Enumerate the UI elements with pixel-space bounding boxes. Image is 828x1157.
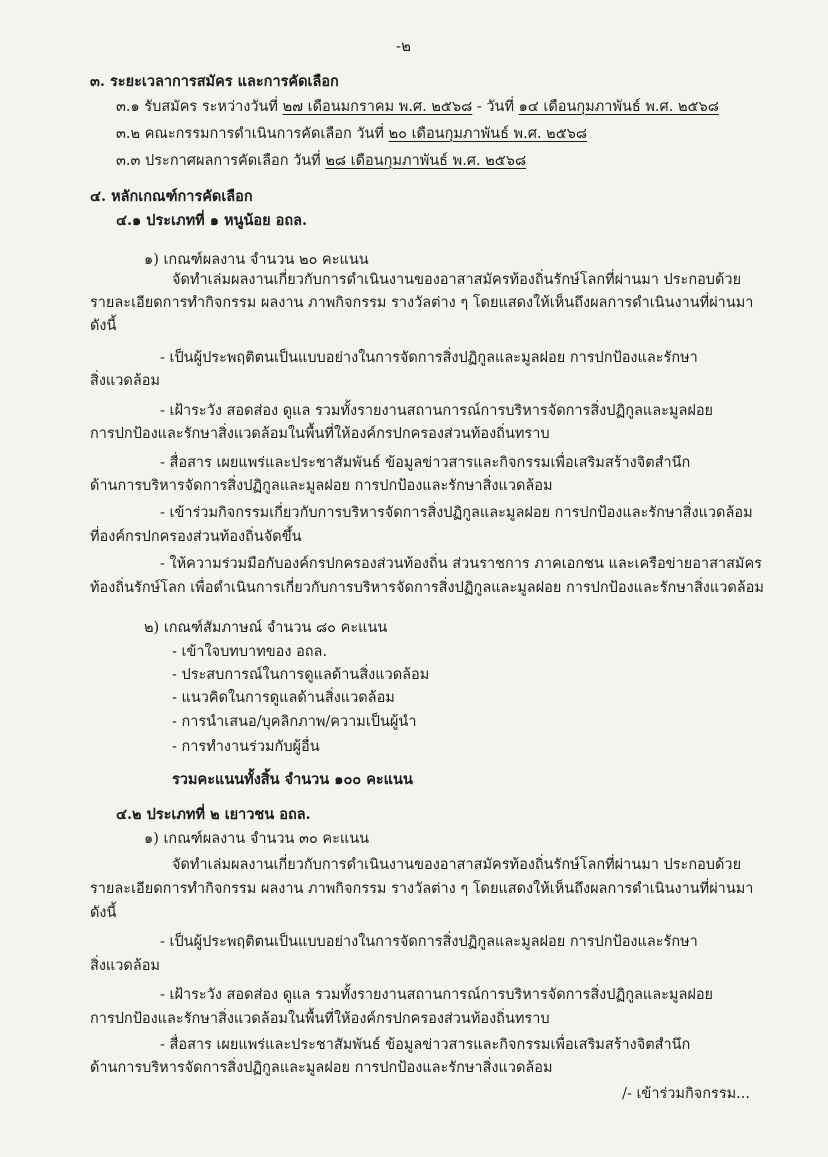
s3-l1-text-2: - วันที่ xyxy=(472,99,519,115)
t1-interview-item: - การนำเสนอ/บุคลิกภาพ/ความเป็นผู้นำ xyxy=(172,714,417,730)
t1-para-line-3: ดังนี้ xyxy=(90,318,117,334)
continuation-note: /- เข้าร่วมกิจกรรม... xyxy=(622,1086,750,1102)
t1-para-line-2: รายละเอียดการทำกิจกรรม ผลงาน ภาพกิจกรรม รางวัลต่าง ๆ โดยแสดงให้เห็นถึงผลการดำเนินงานที่ผ่านมา xyxy=(90,295,754,311)
type-2-heading: ๔.๒ ประเภทที่ ๒ เยาวชน อถล. xyxy=(116,806,311,823)
s3-l1-date-start: ๒๗ เดือนมกราคม พ.ศ. ๒๕๖๘ xyxy=(282,99,473,115)
t2-bullet-3a: - สื่อสาร เผยแพร่และประชาสัมพันธ์ ข้อมูลข่าวสารและกิจกรรมเพื่อเสริมสร้างจิตสำนึก xyxy=(160,1037,691,1053)
page-number: -๒ xyxy=(396,37,411,55)
t1-total-score: รวมคะแนนทั้งสิ้น จำนวน ๑๐๐ คะแนน xyxy=(172,771,413,788)
t2-criterion-1-heading: ๑) เกณฑ์ผลงาน จำนวน ๓๐ คะแนน xyxy=(144,831,370,847)
section-3-heading: ๓. ระยะเวลาการสมัคร และการคัดเลือก xyxy=(90,73,339,90)
s3-l3-text: ๓.๓ ประกาศผลการคัดเลือก วันที่ xyxy=(116,153,326,169)
t1-bullet-5b: ท้องถิ่นรักษ์โลก เพื่อดำเนินการเกี่ยวกับการบริหารจัดการสิ่งปฏิกูลและมูลฝอย การปกป้องและรักษาสิ่งแวดล้อม xyxy=(90,580,764,596)
s3-l3-date: ๒๘ เดือนกุมภาพันธ์ พ.ศ. ๒๕๖๘ xyxy=(325,153,527,169)
t1-para-line-1: จัดทำเล่มผลงานเกี่ยวกับการดำเนินงานของอาสาสมัครท้องถิ่นรักษ์โลกที่ผ่านมา ประกอบด้วย xyxy=(172,272,742,288)
s3-l1-text: ๓.๑ รับสมัคร ระหว่างวันที่ xyxy=(116,99,283,115)
t1-bullet-4b: ที่องค์กรปกครองส่วนท้องถิ่นจัดขึ้น xyxy=(90,529,302,545)
t2-para-line-1: จัดทำเล่มผลงานเกี่ยวกับการดำเนินงานของอาสาสมัครท้องถิ่นรักษ์โลกที่ผ่านมา ประกอบด้วย xyxy=(172,857,742,873)
s3-line-1 xyxy=(116,97,719,117)
t1-interview-item: - เข้าใจบทบาทของ อถล. xyxy=(172,644,328,660)
type-1-heading: ๔.๑ ประเภทที่ ๑ หนูน้อย อถล. xyxy=(116,212,308,229)
t2-bullet-1b: สิ่งแวดล้อม xyxy=(90,958,160,974)
s3-l2-date: ๒๐ เดือนกุมภาพันธ์ พ.ศ. ๒๕๖๘ xyxy=(388,126,588,142)
t1-bullet-2b: การปกป้องและรักษาสิ่งแวดล้อมในพื้นที่ให้องค์กรปกครองส่วนท้องถิ่นทราบ xyxy=(90,426,550,442)
t1-criterion-2-heading: ๒) เกณฑ์สัมภาษณ์ จำนวน ๘๐ คะแนน xyxy=(144,620,388,636)
s3-line-3 xyxy=(116,151,526,171)
t2-bullet-3b: ด้านการบริหารจัดการสิ่งปฏิกูลและมูลฝอย การปกป้องและรักษาสิ่งแวดล้อม xyxy=(90,1060,553,1076)
t2-bullet-2a: - เฝ้าระวัง สอดส่อง ดูแล รวมทั้งรายงานสถานการณ์การบริหารจัดการสิ่งปฏิกูลและมูลฝอย xyxy=(160,987,714,1003)
t2-bullet-2b: การปกป้องและรักษาสิ่งแวดล้อมในพื้นที่ให้องค์กรปกครองส่วนท้องถิ่นทราบ xyxy=(90,1011,550,1027)
t1-bullet-4a: - เข้าร่วมกิจกรรมเกี่ยวกับการบริหารจัดการสิ่งปฏิกูลและมูลฝอย การปกป้องและรักษาสิ่งแวดล้อม xyxy=(160,505,753,521)
s3-line-2 xyxy=(116,124,587,144)
section-4-heading: ๔. หลักเกณฑ์การคัดเลือก xyxy=(90,188,253,205)
t1-interview-item: - การทำงานร่วมกับผู้อื่น xyxy=(172,739,320,755)
t1-bullet-3a: - สื่อสาร เผยแพร่และประชาสัมพันธ์ ข้อมูลข่าวสารและกิจกรรมเพื่อเสริมสร้างจิตสำนึก xyxy=(160,455,691,471)
t1-bullet-1a: - เป็นผู้ประพฤติตนเป็นแบบอย่างในการจัดการสิ่งปฏิกูลและมูลฝอย การปกป้องและรักษา xyxy=(160,350,698,366)
t1-bullet-5a: - ให้ความร่วมมือกับองค์กรปกครองส่วนท้องถิ่น ส่วนราชการ ภาคเอกชน และเครือข่ายอาสาสมัคร xyxy=(160,556,762,572)
t1-interview-item: - ประสบการณ์ในการดูแลด้านสิ่งแวดล้อม xyxy=(172,667,430,683)
s3-l1-date-end: ๑๔ เดือนกุมภาพันธ์ พ.ศ. ๒๕๖๘ xyxy=(518,99,719,115)
t1-bullet-2a: - เฝ้าระวัง สอดส่อง ดูแล รวมทั้งรายงานสถานการณ์การบริหารจัดการสิ่งปฏิกูลและมูลฝอย xyxy=(160,403,714,419)
t2-para-line-3: ดังนี้ xyxy=(90,905,117,921)
t1-criterion-1-heading: ๑) เกณฑ์ผลงาน จำนวน ๒๐ คะแนน xyxy=(144,252,369,268)
t1-bullet-1b: สิ่งแวดล้อม xyxy=(90,373,160,389)
t2-para-line-2: รายละเอียดการทำกิจกรรม ผลงาน ภาพกิจกรรม รางวัลต่าง ๆ โดยแสดงให้เห็นถึงผลการดำเนินงานที่ผ่านมา xyxy=(90,881,754,897)
s3-l2-text: ๓.๒ คณะกรรมการดำเนินการคัดเลือก วันที่ xyxy=(116,126,389,142)
t2-bullet-1a: - เป็นผู้ประพฤติตนเป็นแบบอย่างในการจัดการสิ่งปฏิกูลและมูลฝอย การปกป้องและรักษา xyxy=(160,934,698,950)
t1-interview-item: - แนวคิดในการดูแลด้านสิ่งแวดล้อม xyxy=(172,690,395,706)
t1-bullet-3b: ด้านการบริหารจัดการสิ่งปฏิกูลและมูลฝอย การปกป้องและรักษาสิ่งแวดล้อม xyxy=(90,478,553,494)
